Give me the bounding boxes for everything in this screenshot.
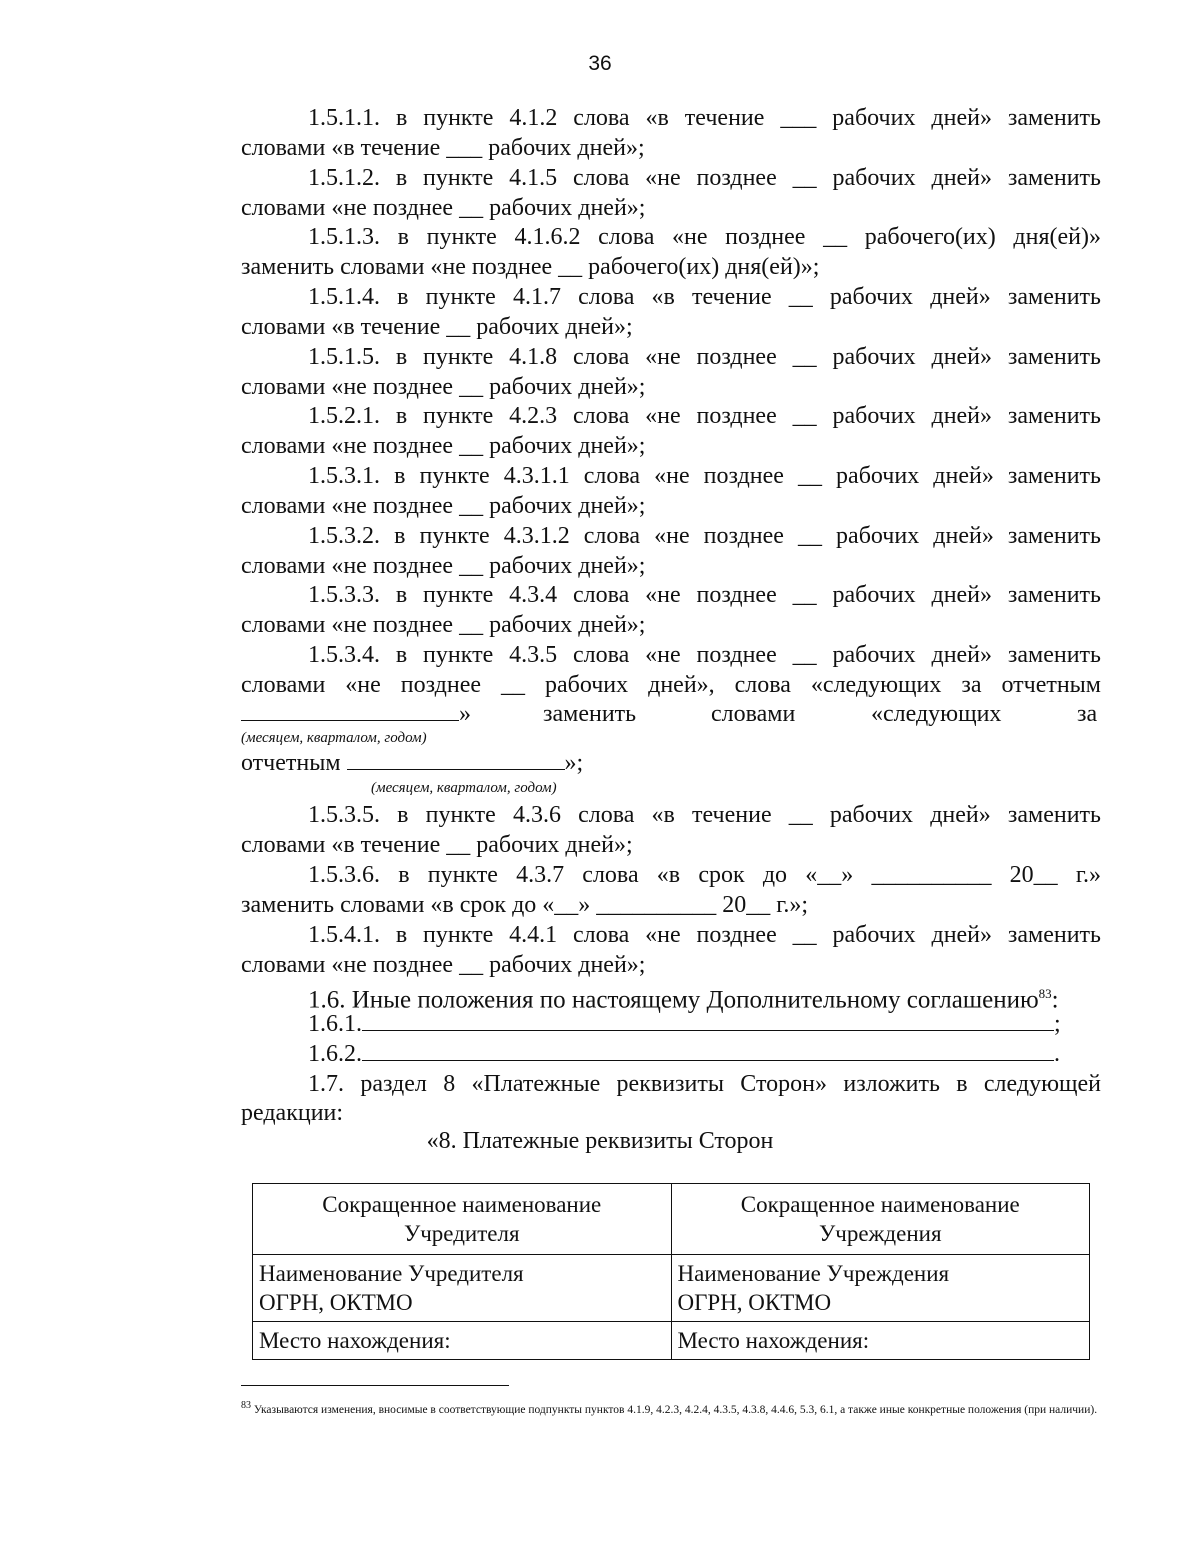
footnote-number: 83 xyxy=(241,1400,251,1411)
table-cell xyxy=(253,1255,672,1322)
quote-close: » xyxy=(459,701,471,727)
paragraph-line: 1.5.2.1. в пункте 4.2.3 слова «не позднее __ рабочих дней» заменить xyxy=(308,403,1101,429)
replace-line xyxy=(241,699,1101,729)
paragraph-line: словами «не позднее __ рабочих дней»; xyxy=(241,952,646,978)
paragraph-line: 1.7. раздел 8 «Платежные реквизиты Сторон» изложить в следующей xyxy=(308,1071,1101,1097)
word: заменить xyxy=(543,701,637,727)
colon: : xyxy=(1051,986,1059,1014)
paragraph-line: 1.5.3.3. в пункте 4.3.4 слова «не позднее __ рабочих дней» заменить xyxy=(308,582,1101,608)
table-cell xyxy=(671,1322,1090,1360)
paragraph-line: 1.5.1.5. в пункте 4.1.8 слова «не позднее __ рабочих дней» заменить xyxy=(308,344,1101,370)
paragraph-line: словами «не позднее __ рабочих дней»; xyxy=(241,433,646,459)
cell-line: ОГРН, ОКТМО xyxy=(259,1290,413,1315)
paragraph-line: 1.5.3.2. в пункте 4.3.1.2 слова «не позднее __ рабочих дней» заменить xyxy=(308,523,1101,549)
paragraph-line: заменить словами «в срок до «__» __________ 20__ г.»; xyxy=(241,892,809,918)
cell-line: Учредителя xyxy=(403,1221,520,1246)
table-row xyxy=(253,1322,1090,1360)
footnote xyxy=(241,1396,1111,1420)
paragraph-line: редакции: xyxy=(241,1100,344,1126)
paragraph-line: заменить словами «не позднее __ рабочего(их) дня(ей)»; xyxy=(241,254,820,280)
word: отчетным xyxy=(241,750,341,776)
paragraph-line: 1.5.3.6. в пункте 4.3.7 слова «в срок до «__» __________ 20__ г.» xyxy=(308,862,1101,888)
quote-close: »; xyxy=(564,750,584,776)
paragraph-line: словами «не позднее __ рабочих дней», слова «следующих за отчетным xyxy=(241,672,1101,698)
item-label: 1.6.1. xyxy=(308,1011,362,1037)
cell-line: Сокращенное наименование xyxy=(740,1192,1020,1217)
paragraph-line: словами «не позднее __ рабочих дней»; xyxy=(241,553,646,579)
paragraph-line: 1.5.1.2. в пункте 4.1.5 слова «не позднее __ рабочих дней» заменить xyxy=(308,165,1101,191)
footnote-ref: 83 xyxy=(1038,986,1052,1001)
cell-line: Наименование Учредителя xyxy=(259,1261,524,1286)
section-title: «8. Платежные реквизиты Сторон xyxy=(426,1128,774,1154)
table-cell xyxy=(671,1184,1090,1255)
punctuation: . xyxy=(1054,1041,1060,1067)
paragraph-line: словами «в течение __ рабочих дней»; xyxy=(241,314,633,340)
footnote-divider xyxy=(241,1385,509,1386)
item-161 xyxy=(308,1009,1061,1039)
item-label: 1.6.2. xyxy=(308,1041,362,1067)
table-cell xyxy=(671,1255,1090,1322)
table-row xyxy=(253,1184,1090,1255)
paragraph-line: 1.5.3.4. в пункте 4.3.5 слова «не позднее __ рабочих дней» заменить xyxy=(308,642,1101,668)
cell-line: Место нахождения: xyxy=(677,1328,870,1353)
cell-line: ОГРН, ОКТМО xyxy=(677,1290,832,1315)
reported-line xyxy=(241,748,583,778)
period-caption: (месяцем, кварталом, годом) xyxy=(241,730,427,746)
word: за xyxy=(1077,701,1098,727)
paragraph-line: 1.5.1.1. в пункте 4.1.2 слова «в течение ___ рабочих дней» заменить xyxy=(308,105,1101,131)
table-cell xyxy=(253,1184,672,1255)
blank-underline xyxy=(241,702,459,721)
paragraph-line: 1.5.1.4. в пункте 4.1.7 слова «в течение __ рабочих дней» заменить xyxy=(308,284,1101,310)
paragraph-line: словами «не позднее __ рабочих дней»; xyxy=(241,195,646,221)
table-row xyxy=(253,1255,1090,1322)
blank-underline xyxy=(362,1012,1054,1031)
page-number: 36 xyxy=(588,52,612,75)
punctuation: ; xyxy=(1054,1011,1061,1037)
word: «следующих xyxy=(871,701,1002,727)
other-provisions-text: 1.6. Иные положения по настоящему Дополнительному соглашению xyxy=(308,986,1039,1014)
paragraph-line: словами «в течение __ рабочих дней»; xyxy=(241,832,633,858)
paragraph-line: словами «не позднее __ рабочих дней»; xyxy=(241,493,646,519)
requisites-table xyxy=(252,1183,1090,1360)
word: словами xyxy=(711,701,796,727)
footnote-text: Указываются изменения, вносимые в соответствующие подпункты пунктов 4.1.9, 4.2.3, 4.2.4, 4.3.5, 4.3.8, 4.4.6, 5.3, 6.1, а также иные конкретные положения (при наличии). xyxy=(253,1403,1098,1416)
paragraph-line: 1.5.3.5. в пункте 4.3.6 слова «в течение __ рабочих дней» заменить xyxy=(308,802,1101,828)
cell-line: Место нахождения: xyxy=(259,1328,451,1353)
period-caption: (месяцем, кварталом, годом) xyxy=(371,780,557,796)
paragraph-line: 1.5.4.1. в пункте 4.4.1 слова «не позднее __ рабочих дней» заменить xyxy=(308,922,1101,948)
paragraph-line: словами «не позднее __ рабочих дней»; xyxy=(241,612,646,638)
paragraph-line: 1.5.3.1. в пункте 4.3.1.1 слова «не позднее __ рабочих дней» заменить xyxy=(308,463,1101,489)
paragraph-line: словами «не позднее __ рабочих дней»; xyxy=(241,374,646,400)
table-cell xyxy=(253,1322,672,1360)
cell-line: Учреждения xyxy=(818,1221,942,1246)
blank-underline xyxy=(347,751,565,770)
paragraph-line: 1.5.1.3. в пункте 4.1.6.2 слова «не позднее __ рабочего(их) дня(ей)» xyxy=(308,224,1101,250)
cell-line: Наименование Учреждения xyxy=(677,1261,950,1286)
cell-line: Сокращенное наименование xyxy=(322,1192,602,1217)
blank-underline xyxy=(362,1042,1054,1061)
paragraph-line: словами «в течение ___ рабочих дней»; xyxy=(241,135,645,161)
item-162 xyxy=(308,1039,1060,1069)
